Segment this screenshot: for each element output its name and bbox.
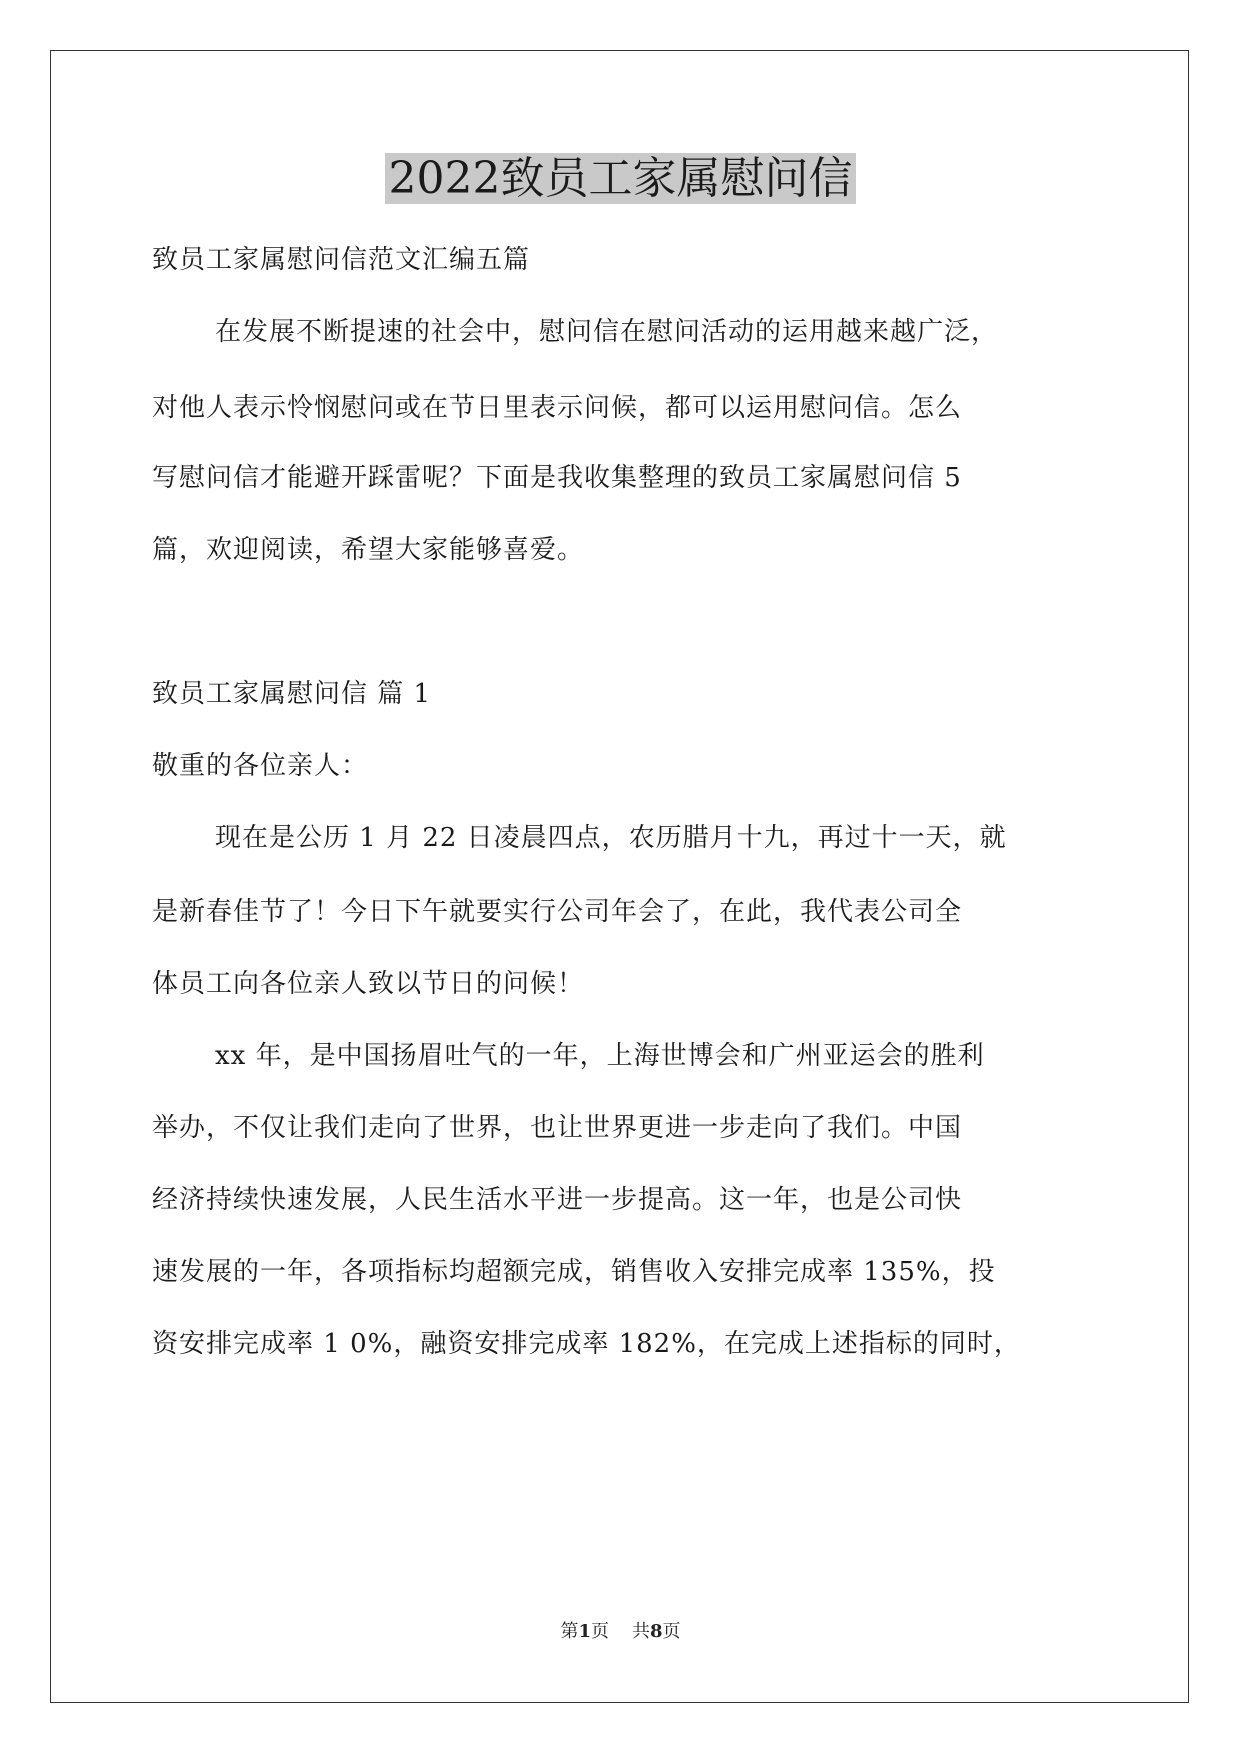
section-heading: 致员工家属慰问信 篇 1 [152,679,432,709]
paragraph-line: 现在是公历 1 月 22 日凌晨四点，农历腊月十九，再过十一天，就 [215,823,1007,853]
paragraph-line: 经济持续快速发展，人民生活水平进一步提高。这一年，也是公司快 [152,1185,963,1215]
footer-total-pages: 8 [649,1621,663,1642]
intro-line: 对他人表示怜悯慰问或在节日里表示问候，都可以运用慰问信。怎么 [152,393,963,423]
footer-total-prefix: 共 [631,1621,650,1642]
page-footer [0,1620,1241,1644]
intro-line: 写慰问信才能避开踩雷呢？下面是我收集整理的致员工家属慰问信 5 [152,463,962,493]
page-frame [50,50,1189,1703]
footer-page-word: 页 [591,1621,610,1642]
salutation: 敬重的各位亲人： [152,751,369,781]
footer-total-suffix: 页 [662,1621,681,1642]
document-title-text: 2022致员工家属慰问信 [385,153,857,204]
footer-prefix: 第 [560,1621,579,1642]
footer-current-page: 1 [578,1621,592,1642]
paragraph-line: xx 年，是中国扬眉吐气的一年，上海世博会和广州亚运会的胜利 [215,1041,985,1071]
intro-line: 在发展不断提速的社会中，慰问信在慰问活动的运用越来越广泛， [215,317,999,347]
paragraph-line: 速发展的一年，各项指标均超额完成，销售收入安排完成率 135%，投 [152,1257,996,1287]
paragraph-line: 是新春佳节了！今日下午就要实行公司年会了，在此，我代表公司全 [152,897,963,927]
intro-line: 篇，欢迎阅读，希望大家能够喜爱。 [152,535,585,565]
paragraph-line: 举办，不仅让我们走向了世界，也让世界更进一步走向了我们。中国 [152,1113,963,1143]
paragraph-line: 体员工向各位亲人致以节日的问候！ [152,969,585,999]
document-title [0,150,1241,208]
document-subtitle: 致员工家属慰问信范文汇编五篇 [152,245,531,275]
paragraph-line: 资安排完成率 1 0%，融资安排完成率 182%，在完成上述指标的同时， [152,1329,1021,1359]
